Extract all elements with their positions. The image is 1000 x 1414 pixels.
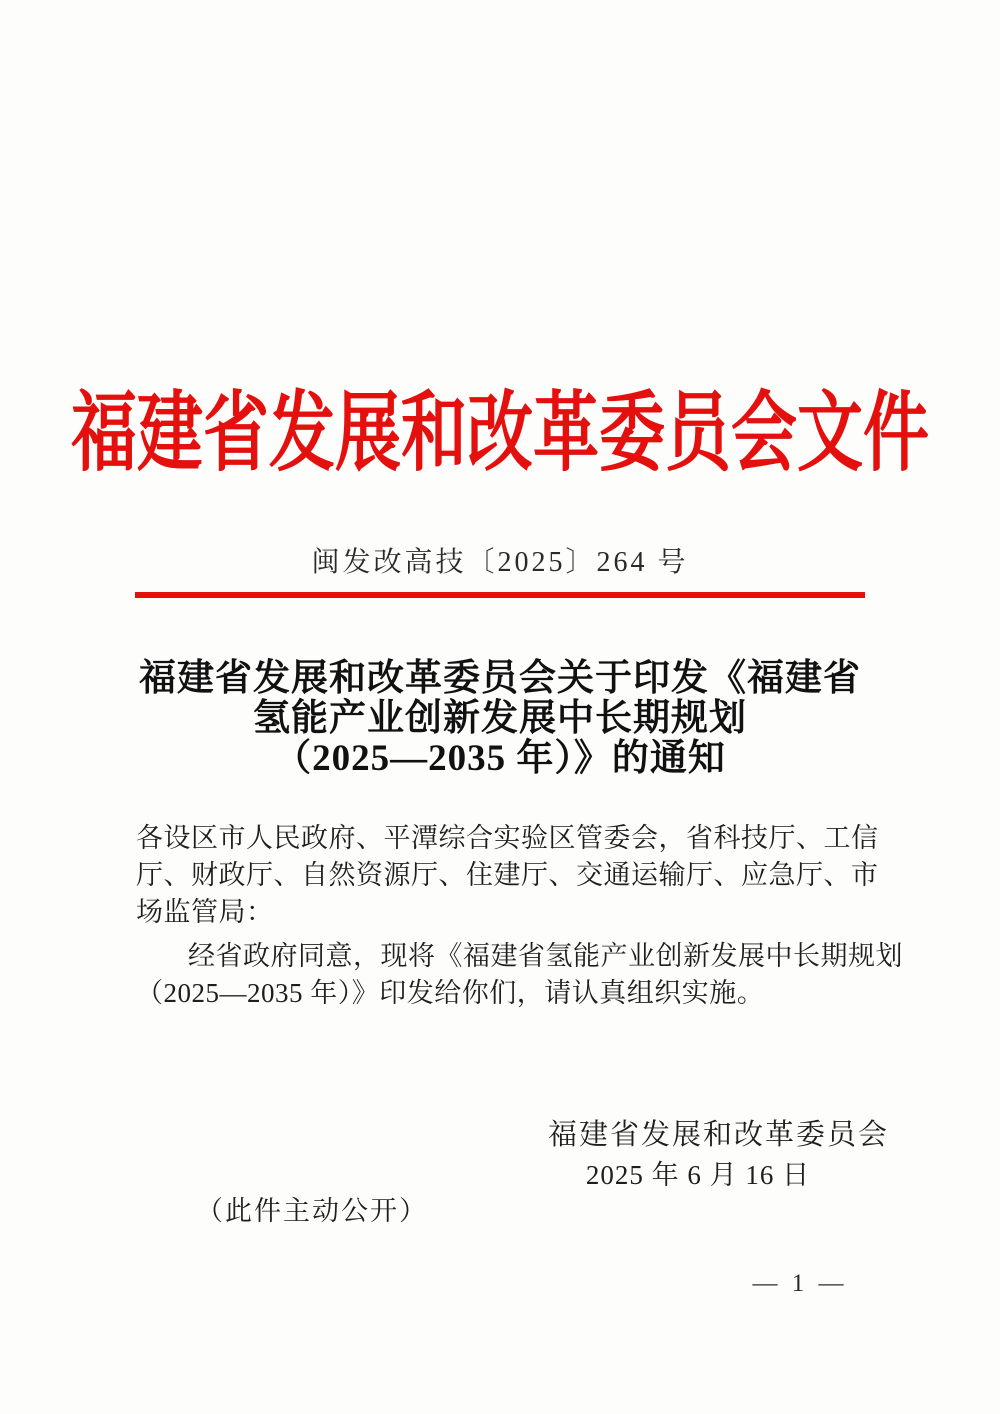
notice-title-line-1: 福建省发展和改革委员会关于印发《福建省 [139,658,861,699]
signature-organization: 福建省发展和改革委员会 [548,1119,890,1151]
page-number: — 1 — [752,1270,848,1297]
notice-body [136,820,903,1012]
notice-title-line-2: 氢能产业创新发展中长期规划 [253,698,747,739]
masthead-title: 福建省发展和改革委员会文件 [71,385,929,483]
document-number: 闽发改高技〔2025〕264 号 [311,547,689,578]
notice-title [0,659,1000,779]
red-divider-line [135,592,865,598]
recipients-line-3: 场监管局： [136,897,274,927]
signature-date: 2025 年 6 月 16 日 [585,1160,811,1190]
body-paragraph-line-2: （2025—2035 年）》印发给你们，请认真组织实施。 [136,978,765,1008]
recipients-line-2: 厅、财政厅、自然资源厅、住建厅、交通运输厅、应急厅、市 [136,860,879,890]
recipients-line-1: 各设区市人民政府、平潭综合实验区管委会，省科技厅、工信 [136,823,879,853]
notice-title-line-3: （2025—2035 年）》的通知 [274,738,726,779]
body-paragraph-line-1: 经省政府同意，现将《福建省氢能产业创新发展中长期规划 [188,941,903,971]
disclosure-note: （此件主动公开） [196,1196,428,1226]
